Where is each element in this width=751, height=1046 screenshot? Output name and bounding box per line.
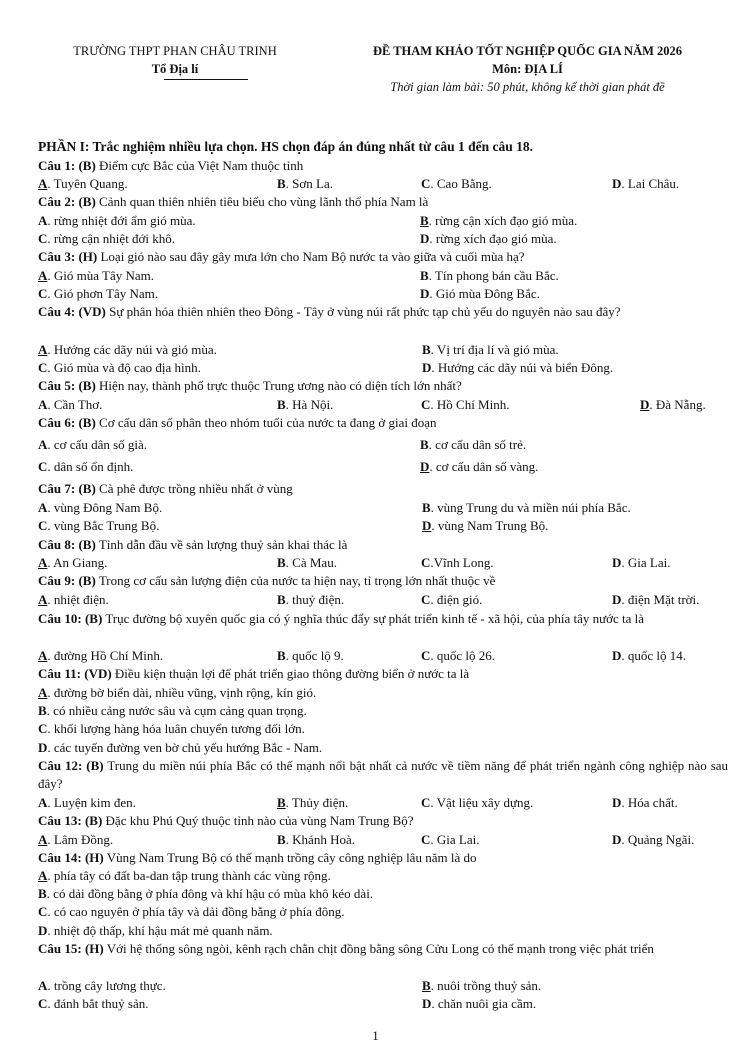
school-name: TRƯỜNG THPT PHAN CHÂU TRINH bbox=[73, 44, 277, 58]
question-2 bbox=[38, 193, 428, 211]
option-b: B. Sơn La. bbox=[277, 176, 333, 191]
question-level: (B) bbox=[84, 813, 103, 828]
option-a: A. Luyện kim đen. bbox=[38, 795, 136, 810]
question-number: Câu 7: bbox=[38, 481, 76, 496]
option-d: D. Lai Châu. bbox=[612, 176, 680, 191]
question-number: Câu 5: bbox=[38, 378, 76, 393]
option-d: D. Hóa chất. bbox=[612, 795, 678, 810]
question-text: Tỉnh dẫn đầu về sản lượng thuỷ sản khai thác là bbox=[98, 537, 348, 552]
question-text: Vùng Nam Trung Bộ có thế mạnh trồng cây công nghiệp lâu năm là do bbox=[106, 850, 477, 865]
option-a: A. An Giang. bbox=[38, 555, 108, 570]
department-name: Tổ Địa lí bbox=[151, 62, 199, 76]
question-8 bbox=[38, 536, 347, 554]
option-c: C. Gió mùa và độ cao địa hình. bbox=[38, 360, 201, 375]
option-b: B. nuôi trồng thuỷ sản. bbox=[422, 978, 542, 993]
question-text: Với hệ thống sông ngòi, kênh rạch chằn chịt đồng bằng sông Cửu Long có thế mạnh trong việc phát triển bbox=[106, 941, 654, 956]
question-text: Trong cơ cấu sản lượng điện của nước ta hiện nay, tỉ trọng lớn nhất thuộc về bbox=[98, 573, 496, 588]
question-level: (B) bbox=[84, 611, 103, 626]
option-d: D. nhiệt độ thấp, khí hậu mát mẻ quanh năm. bbox=[38, 923, 273, 938]
question-level: (VD) bbox=[84, 666, 112, 681]
question-number: Câu 6: bbox=[38, 415, 76, 430]
option-d: D. chăn nuôi gia cầm. bbox=[422, 996, 537, 1011]
question-number: Câu 11: bbox=[38, 666, 81, 681]
option-c: C. rừng cận nhiệt đới khô. bbox=[38, 231, 176, 246]
option-c: C. quốc lộ 26. bbox=[421, 648, 496, 663]
header-divider bbox=[164, 79, 248, 80]
option-c: C. Gió phơn Tây Nam. bbox=[38, 286, 159, 301]
question-14 bbox=[38, 849, 476, 867]
header-left bbox=[40, 42, 310, 80]
option-c: C. điện gió. bbox=[421, 592, 483, 607]
option-a: A. Cần Thơ. bbox=[38, 397, 103, 412]
question-10 bbox=[38, 610, 728, 628]
question-level: (B) bbox=[78, 573, 96, 588]
question-number: Câu 13: bbox=[38, 813, 82, 828]
option-a: A. trồng cây lương thực. bbox=[38, 978, 166, 993]
question-text: Điều kiện thuận lợi để phát triển giao thông đường biển ở nước ta là bbox=[114, 666, 470, 681]
question-11 bbox=[38, 665, 469, 683]
option-b: B. Tín phong bán cầu Bắc. bbox=[420, 268, 559, 283]
option-d: D. rừng xích đạo gió mùa. bbox=[420, 231, 557, 246]
option-c: C. khối lượng hàng hóa luân chuyển tương đối lớn. bbox=[38, 721, 305, 736]
question-level: (B) bbox=[86, 758, 104, 773]
question-15 bbox=[38, 940, 728, 958]
question-13 bbox=[38, 812, 414, 830]
option-a: A. nhiệt điện. bbox=[38, 592, 109, 607]
section-title: PHẦN I: Trắc nghiệm nhiều lựa chọn. HS chọn đáp án đúng nhất từ câu 1 đến câu 18. bbox=[38, 139, 534, 154]
exam-title: ĐỀ THAM KHẢO TỐT NGHIỆP QUỐC GIA NĂM 2026 bbox=[372, 44, 683, 58]
option-b: B. quốc lộ 9. bbox=[277, 648, 344, 663]
option-a: A. Tuyên Quang. bbox=[38, 176, 128, 191]
header-right bbox=[340, 42, 715, 96]
option-d: D. các tuyến đường ven bờ chủ yếu hướng Bắc - Nam. bbox=[38, 740, 323, 755]
question-4 bbox=[38, 303, 728, 321]
option-d: D. Gia Lai. bbox=[612, 555, 671, 570]
option-d: D. Quảng Ngãi. bbox=[612, 832, 695, 847]
question-level: (H) bbox=[84, 850, 104, 865]
question-level: (B) bbox=[78, 481, 96, 496]
option-b: B. cơ cấu dân số trẻ. bbox=[420, 437, 527, 452]
question-text: Loại gió nào sau đây gây mưa lớn cho Nam Bộ nước ta vào giữa và cuối mùa hạ? bbox=[100, 249, 525, 264]
option-a: A. phía tây có đất ba-dan tập trung thành các vùng rộng. bbox=[38, 868, 331, 883]
option-c: C. đánh bắt thuỷ sản. bbox=[38, 996, 149, 1011]
question-level: (B) bbox=[78, 415, 96, 430]
question-text: Đặc khu Phú Quý thuộc tỉnh nào của vùng Nam Trung Bộ? bbox=[105, 813, 414, 828]
option-c: C. có cao nguyên ở phía tây và dải đồng bằng ở phía đông. bbox=[38, 904, 345, 919]
option-c: C. Cao Bằng. bbox=[421, 176, 492, 191]
question-text: Trung du miền núi phía Bắc có thế mạnh nổi bật nhất cả nước về tiềm năng để phát triển ngành công nghiệp nào sau đây? bbox=[38, 758, 729, 791]
question-number: Câu 9: bbox=[38, 573, 76, 588]
option-b: B. Cà Mau. bbox=[277, 555, 337, 570]
option-b: B. có nhiều cảng nước sâu và cụm cảng quan trọng. bbox=[38, 703, 307, 718]
option-d: D. Đà Nẵng. bbox=[640, 397, 706, 412]
question-number: Câu 10: bbox=[38, 611, 82, 626]
question-number: Câu 12: bbox=[38, 758, 83, 773]
question-text: Cảnh quan thiên nhiên tiêu biểu cho vùng lãnh thổ phía Nam là bbox=[99, 194, 429, 209]
question-text: Hiện nay, thành phố trực thuộc Trung ương nào có diện tích lớn nhất? bbox=[99, 378, 462, 393]
question-level: (VD) bbox=[78, 304, 106, 319]
option-d: D. cơ cấu dân số vàng. bbox=[420, 459, 539, 474]
question-level: (H) bbox=[78, 249, 98, 264]
question-level: (B) bbox=[78, 537, 96, 552]
question-level: (B) bbox=[78, 194, 96, 209]
question-number: Câu 1: bbox=[38, 158, 76, 173]
question-7 bbox=[38, 480, 293, 498]
question-3 bbox=[38, 248, 525, 266]
option-d: D. điện Mặt trời. bbox=[612, 592, 700, 607]
option-a: A. Hướng các dãy núi và gió mùa. bbox=[38, 342, 217, 357]
option-a: A. đường bờ biển dài, nhiều vũng, vịnh rộng, kín gió. bbox=[38, 685, 317, 700]
option-b: B. thuỷ điện. bbox=[277, 592, 345, 607]
exam-time-note: Thời gian làm bài: 50 phút, không kể thời gian phát đề bbox=[390, 80, 665, 94]
question-12 bbox=[38, 757, 728, 793]
question-text: Cà phê được trồng nhiều nhất ở vùng bbox=[99, 481, 293, 496]
question-number: Câu 2: bbox=[38, 194, 76, 209]
option-a: A. rừng nhiệt đới ẩm gió mùa. bbox=[38, 213, 196, 228]
option-c: C.Vĩnh Long. bbox=[421, 555, 494, 570]
question-number: Câu 3: bbox=[38, 249, 76, 264]
option-d: D. vùng Nam Trung Bộ. bbox=[422, 518, 549, 533]
question-level: (B) bbox=[78, 158, 96, 173]
option-c: C. Hồ Chí Minh. bbox=[421, 397, 510, 412]
question-5 bbox=[38, 377, 462, 395]
page-number: 1 bbox=[372, 1028, 379, 1043]
option-c: C. Gia Lai. bbox=[421, 832, 480, 847]
question-level: (H) bbox=[84, 941, 104, 956]
question-text: Điểm cực Bắc của Việt Nam thuộc tỉnh bbox=[99, 158, 304, 173]
option-b: B. Thủy điện. bbox=[277, 795, 349, 810]
option-a: A. cơ cấu dân số già. bbox=[38, 437, 148, 452]
option-b: B. Hà Nội. bbox=[277, 397, 334, 412]
question-1 bbox=[38, 157, 303, 175]
question-text: Trục đường bộ xuyên quốc gia có ý nghĩa thúc đẩy sự phát triển kinh tế - xã hội, của phía tây nước ta là bbox=[105, 611, 645, 626]
question-9 bbox=[38, 572, 495, 590]
question-number: Câu 8: bbox=[38, 537, 76, 552]
question-level: (B) bbox=[78, 378, 96, 393]
option-d: D. Hướng các dãy núi và biển Đông. bbox=[422, 360, 614, 375]
option-a: A. vùng Đông Nam Bộ. bbox=[38, 500, 163, 515]
question-6 bbox=[38, 414, 436, 432]
option-d: D. Gió mùa Đông Bắc. bbox=[420, 286, 540, 301]
question-text: Sự phân hóa thiên nhiên theo Đông - Tây ở vùng núi rất phức tạp chủ yếu do nguyên nào sau đây? bbox=[109, 304, 621, 319]
question-number: Câu 4: bbox=[38, 304, 76, 319]
option-a: A. đường Hồ Chí Minh. bbox=[38, 648, 164, 663]
option-c: C. vùng Bắc Trung Bộ. bbox=[38, 518, 160, 533]
exam-subject: Môn: ĐỊA LÍ bbox=[492, 62, 563, 76]
question-number: Câu 14: bbox=[38, 850, 82, 865]
option-b: B. rừng cận xích đạo gió mùa. bbox=[420, 213, 578, 228]
option-c: C. dân số ổn định. bbox=[38, 459, 134, 474]
option-a: A. Gió mùa Tây Nam. bbox=[38, 268, 155, 283]
option-b: B. Vị trí địa lí và gió mùa. bbox=[422, 342, 559, 357]
option-c: C. Vật liệu xây dựng. bbox=[421, 795, 534, 810]
option-a: A. Lâm Đồng. bbox=[38, 832, 114, 847]
question-text: Cơ cấu dân số phân theo nhóm tuổi của nước ta đang ở giai đoạn bbox=[99, 415, 437, 430]
option-b: B. có dải đồng bằng ở phía đông và khí hậu có mùa khô kéo dài. bbox=[38, 886, 374, 901]
question-number: Câu 15: bbox=[38, 941, 82, 956]
option-b: B. Khánh Hoà. bbox=[277, 832, 355, 847]
option-b: B. vùng Trung du và miền núi phía Bắc. bbox=[422, 500, 631, 515]
option-d: D. quốc lộ 14. bbox=[612, 648, 687, 663]
